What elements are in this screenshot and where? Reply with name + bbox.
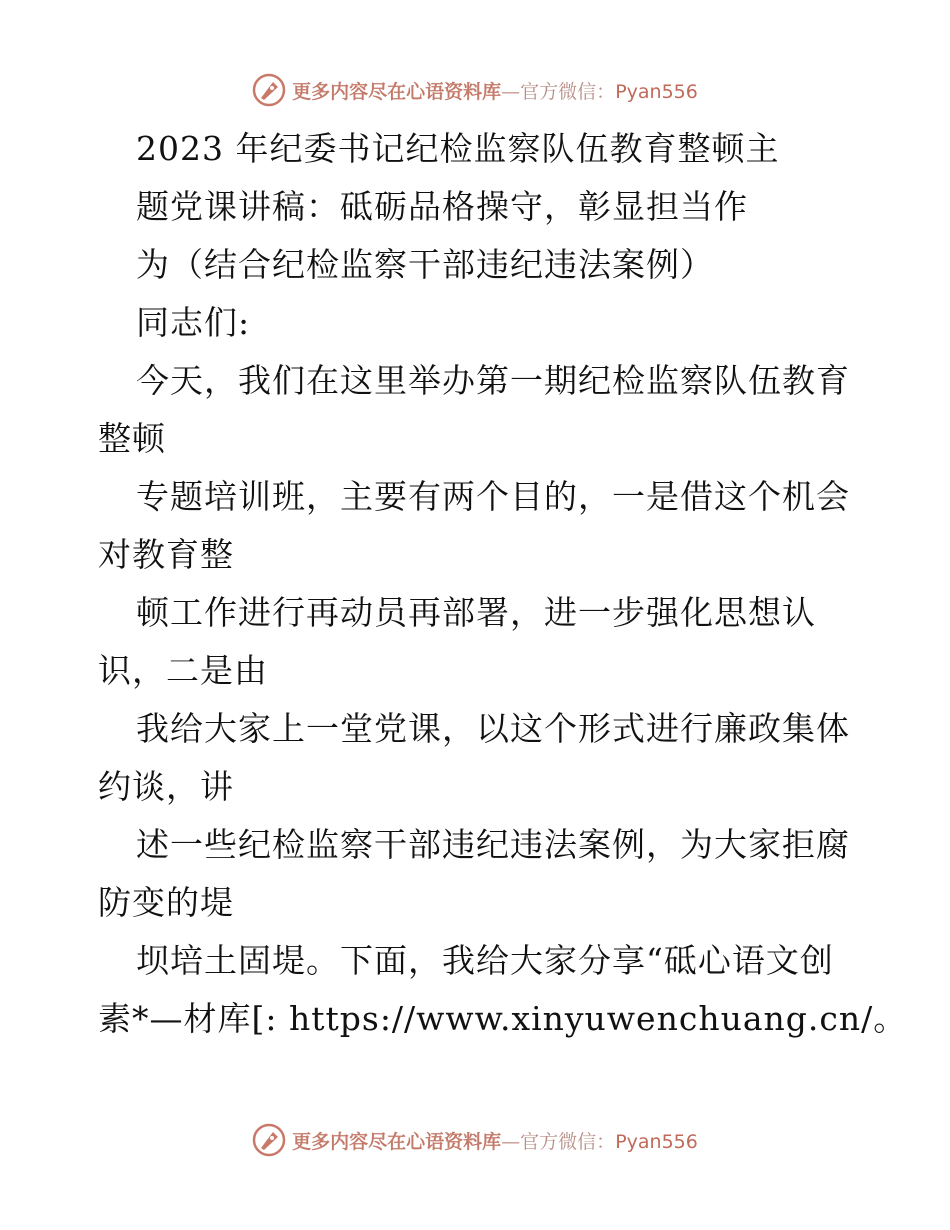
pen-nib-logo-icon bbox=[252, 73, 286, 107]
watermark-banner-top bbox=[0, 70, 950, 110]
watermark-text: 更多内容尽在心语资料库—官方微信：Pyan556 bbox=[292, 80, 698, 103]
paragraph-line: 防变的堤 bbox=[98, 883, 234, 922]
paragraph-line: 对教育整 bbox=[98, 535, 234, 574]
paragraph-line: 述一些纪检监察干部违纪违法案例，为大家拒腐 bbox=[136, 825, 850, 864]
paragraph-line: 专题培训班，主要有两个目的，一是借这个机会 bbox=[136, 477, 850, 516]
paragraph-line: 素*—材库[: https://www.xinyuwenchuang.cn/。 bbox=[98, 999, 908, 1038]
salutation: 同志们: bbox=[136, 303, 251, 342]
title-line-3: 为（结合纪检监察干部违纪违法案例） bbox=[136, 245, 714, 284]
paragraph-line: 我给大家上一堂党课，以这个形式进行廉政集体 bbox=[136, 709, 850, 748]
paragraph-line: 顿工作进行再动员再部署，进一步强化思想认 bbox=[136, 593, 816, 632]
watermark-text: 更多内容尽在心语资料库—官方微信：Pyan556 bbox=[292, 1130, 698, 1153]
paragraph-line: 约谈，讲 bbox=[98, 767, 234, 806]
paragraph-line: 今天，我们在这里举办第一期纪检监察队伍教育 bbox=[136, 361, 850, 400]
pen-nib-logo-icon bbox=[252, 1123, 286, 1157]
paragraph-line: 整顿 bbox=[98, 419, 166, 458]
document-body bbox=[98, 120, 908, 1048]
title-line-1: 2023 年纪委书记纪检监察队伍教育整顿主 bbox=[136, 129, 780, 168]
title-line-2: 题党课讲稿：砥砺品格操守，彰显担当作 bbox=[136, 187, 748, 226]
paragraph-line: 坝培土固堤。下面，我给大家分享“砥心语文创 bbox=[136, 941, 834, 980]
watermark-banner-bottom bbox=[0, 1120, 950, 1160]
paragraph-line: 识，二是由 bbox=[98, 651, 268, 690]
